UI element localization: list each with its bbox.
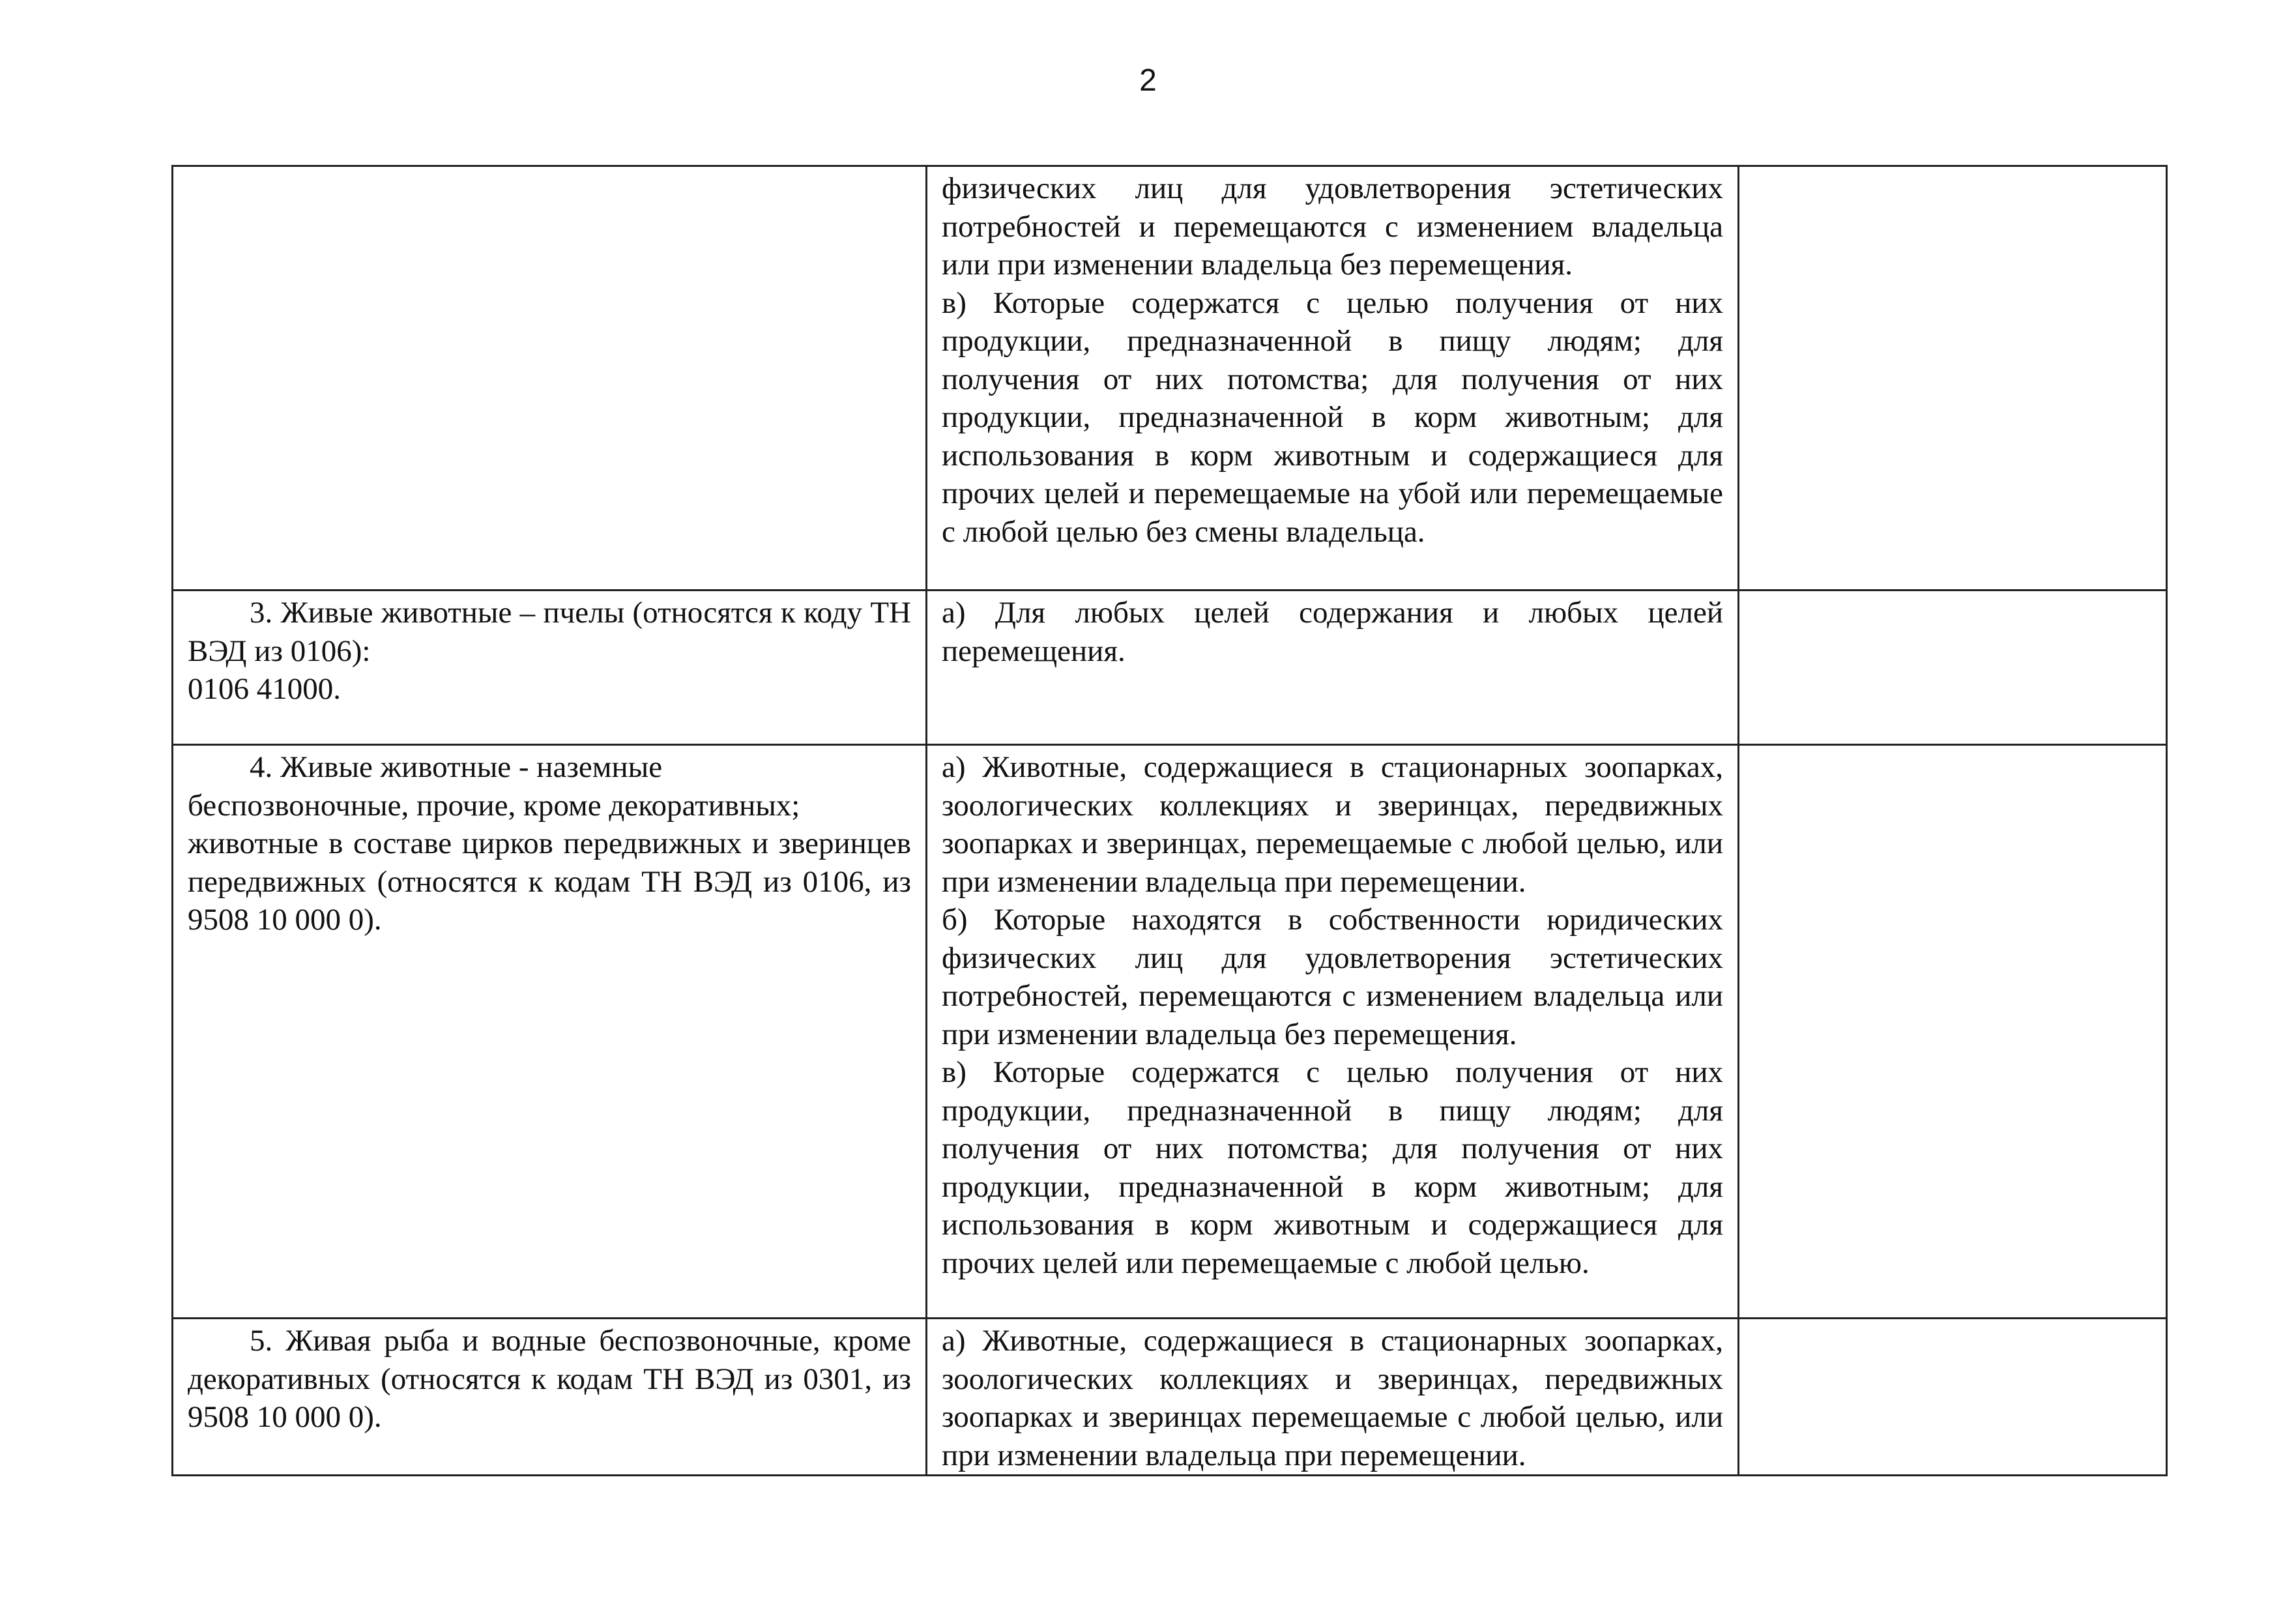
note-cell xyxy=(1739,166,2167,591)
product-text: 4. Живые животные - наземные xyxy=(250,750,663,784)
product-code: 0106 41000. xyxy=(188,672,341,706)
table-row xyxy=(173,591,2167,745)
condition-text: в) Которые содержатся с целью получения от них продукции, предназначенной в пищу людям; для получения от них потомства; для получения от них продукции, предназначенной в корм животным; для использования в корм животным и содержащиеся для прочих целей и перемещаемые на убой или перемещаемые с любой целью без смены владельца. xyxy=(942,285,1723,549)
condition-text: а) Для любых целей содержания и любых целей перемещения. xyxy=(942,596,1723,668)
product-text: 5. Живая рыба и водные беспозвоночные, кроме декоративных (относятся к кодам ТН ВЭД из 0301, из 9508 10 000 0). xyxy=(188,1324,911,1434)
product-cell xyxy=(173,1319,927,1476)
note-cell xyxy=(1739,1319,2167,1476)
table-row xyxy=(173,745,2167,1319)
condition-text: а) Животные, содержащиеся в стационарных зоопарках, зоологических коллекциях и зверинцах, передвижных зоопарках и зверинцах, перемещаемые с любой целью, или при изменении владельца при перемещении. xyxy=(942,750,1723,899)
conditions-cell xyxy=(927,591,1739,745)
note-cell xyxy=(1739,591,2167,745)
classification-table xyxy=(171,165,2168,1476)
product-cell xyxy=(173,745,927,1319)
product-text: 3. Живые животные – пчелы (относятся к коду ТН ВЭД из 0106): xyxy=(188,596,911,668)
page-number: 2 xyxy=(1139,63,1157,98)
table-row xyxy=(173,166,2167,591)
product-cell xyxy=(173,166,927,591)
condition-text: а) Животные, содержащиеся в стационарных зоопарках, зоологических коллекциях и зверинцах, передвижных зоопарках и зверинцах перемещаемые с любой целью, или при изменении владельца при перемещении. xyxy=(942,1324,1723,1472)
conditions-cell xyxy=(927,1319,1739,1476)
conditions-cell xyxy=(927,745,1739,1319)
condition-text: б) Которые находятся в собственности юридических физических лиц для удовлетворения эстетических потребностей, перемещаются с изменением владельца или при изменении владельца без перемещения. xyxy=(942,903,1723,1051)
product-text: беспозвоночные, прочие, кроме декоративных; xyxy=(188,788,800,823)
product-text: животные в составе цирков передвижных и зверинцев передвижных (относятся к кодам ТН ВЭД из 0106, из 9508 10 000 0). xyxy=(188,826,911,937)
condition-text: в) Которые содержатся с целью получения от них продукции, предназначенной в пищу людям; для получения от них потомства; для получения от них продукции, предназначенной в корм животным; для использования в корм животным и содержащиеся для прочих целей или перемещаемые с любой целью. xyxy=(942,1055,1723,1280)
condition-text: физических лиц для удовлетворения эстетических потребностей и перемещаются с изменением владельца или при изменении владельца без перемещения. xyxy=(942,171,1723,282)
note-cell xyxy=(1739,745,2167,1319)
conditions-cell xyxy=(927,166,1739,591)
product-cell xyxy=(173,591,927,745)
table-row xyxy=(173,1319,2167,1476)
